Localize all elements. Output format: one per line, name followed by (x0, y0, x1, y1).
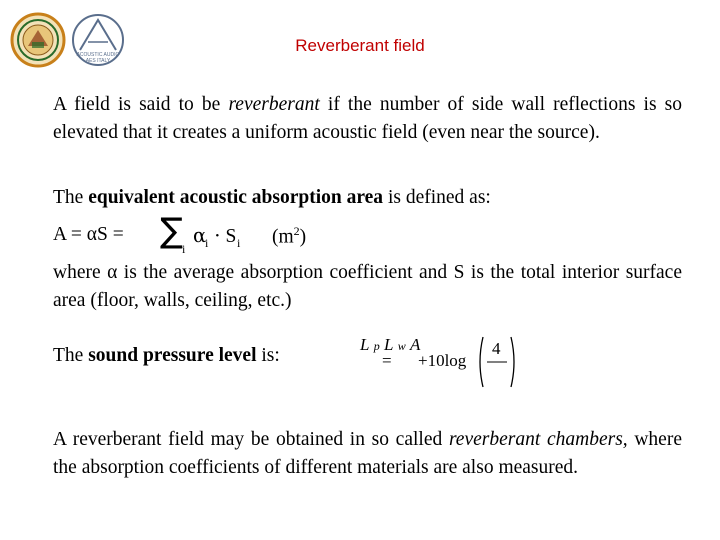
paragraph-reverberant-chambers: A reverberant field may be obtained in so called reverberant chambers, where the absorption coefficients of different materials are also measured. (53, 429, 682, 478)
unit-label: $(m^2)$ (272, 224, 307, 248)
alpha-symbol: α (193, 224, 207, 247)
alpha-index: i (205, 236, 209, 250)
paragraph-spl-intro: The sound pressure level is: (53, 345, 280, 366)
paragraph-absorption-area-intro: The equivalent acoustic absorption area is defined as: (53, 187, 491, 208)
slide-title: Reverberant field (295, 36, 425, 55)
formula-lhs: A = αS = (53, 224, 124, 245)
paragraph-alpha-explanation: where α is the average absorption coefficient and S is the total interior surface area (floor, walls, ceiling, etc.) (53, 262, 682, 311)
paragraph-reverberant-definition: A field is said to be reverberant if the number of side wall reflections is so elevated that it creates a uniform acoustic field (even near the source). (53, 94, 682, 143)
sum-index: i (182, 242, 186, 256)
svg-text:ACOUSTIC AUDIO: ACOUSTIC AUDIO (76, 52, 120, 58)
svg-text:AES ITALY: AES ITALY (85, 58, 111, 64)
surface-symbol: ⋅ S (214, 226, 237, 247)
spl-numerator: 4 (492, 339, 501, 358)
sum-symbol: ∑ (160, 211, 183, 251)
spl-denominator: A (409, 335, 421, 354)
spl-formula: L p = L w +10log 4 A (360, 335, 520, 389)
surface-index: i (237, 236, 241, 250)
